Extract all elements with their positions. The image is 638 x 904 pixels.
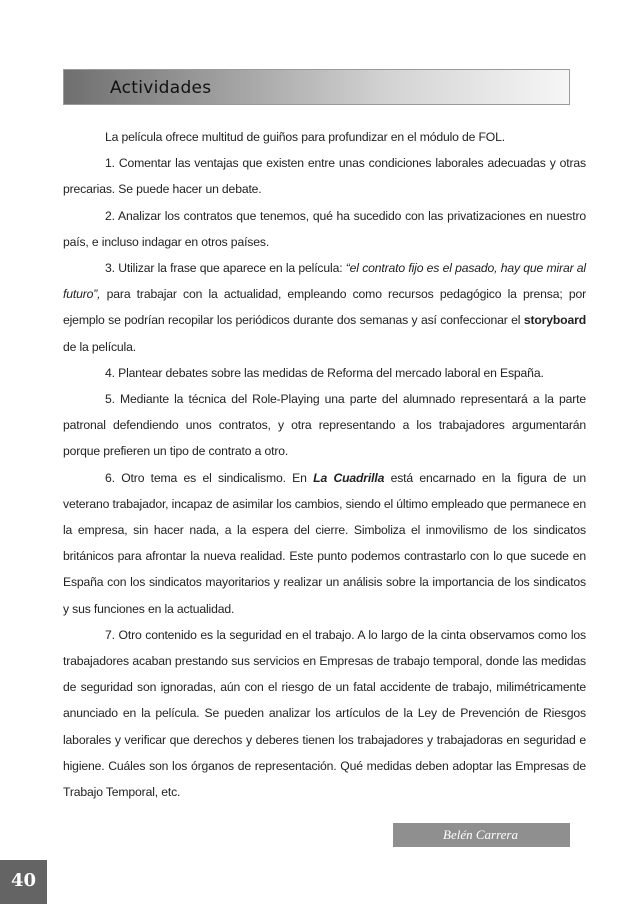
activity-item-2: 2. Analizar los contratos que tenemos, qué ha sucedido con las privatizaciones en nuestro país, e incluso indagar en otros países. xyxy=(63,208,586,249)
section-title: Actividades xyxy=(110,78,212,98)
storyboard-term: storyboard xyxy=(523,313,586,328)
page-number-box xyxy=(0,860,47,904)
activity-item-6-text-b: está encarnado en la figura de un veterano trabajador, incapaz de asimilar los cambios, siendo el último empleado que permanece en la empresa, sin hacer nada, a la espera del cierre. Simboliza el inmovilismo de los sindicatos británicos para afrontar la nueva realidad. Este punto podemos contrastarlo con lo que sucede en España con los sindicatos mayoritarios y realizar un análisis sobre la importancia de los sindicatos y sus funciones en la actualidad. xyxy=(63,470,586,616)
intro-paragraph: La película ofrece multitud de guiños para profundizar en el módulo de FOL. xyxy=(105,130,505,144)
activity-item-5: 5. Mediante la técnica del Role-Playing una parte del alumnado representará a la parte patronal defendiendo unos contratos, y otra representando a los trabajadores argumentarán porque prefieren un tipo de contrato a otro. xyxy=(63,392,586,459)
movie-title: La Cuadrilla xyxy=(313,470,385,485)
activity-item-3 xyxy=(63,255,586,360)
activity-item-6-text-a: 6. Otro tema es el sindicalismo. En xyxy=(105,470,314,485)
activity-item-4: 4. Plantear debates sobre las medidas de Reforma del mercado laboral en España. xyxy=(105,365,544,380)
author-name: Belén Carrera xyxy=(443,827,518,842)
author-bar xyxy=(393,823,570,847)
activity-item-3-text-a: 3. Utilizar la frase que aparece en la película: xyxy=(105,261,346,276)
activities-text xyxy=(63,124,586,805)
activity-item-6 xyxy=(63,465,586,622)
section-header-bar xyxy=(63,69,570,105)
page-number: 40 xyxy=(10,870,37,891)
movie-quote: “el contrato fijo es el pasado, hay que mirar al futuro”, xyxy=(63,261,586,302)
activity-item-3-text-b: para trabajar con la actualidad, empleando como recursos pedagógico la prensa; por ejemplo se podrían recopilar los periódicos durante dos semanas y así confeccionar el xyxy=(63,287,586,328)
activity-item-3-text-c: de la película. xyxy=(63,339,136,354)
activity-item-7: 7. Otro contenido es la seguridad en el trabajo. A lo largo de la cinta observamos como los trabajadores acaban prestando sus servicios en Empresas de trabajo temporal, donde las medidas de seguridad son ignoradas, aún con el riesgo de un fatal accidente de trabajo, milimétricamente anunciado en la película. Se pueden analizar los artículos de la Ley de Prevención de Riesgos laborales y verificar que derechos y deberes tienen los trabajadores y trabajadoras en seguridad e higiene. Cuáles son los órganos de representación. Qué medidas deben adoptar las Empresas de Trabajo Temporal, etc. xyxy=(63,627,586,800)
activity-item-1: 1. Comentar las ventajas que existen entre unas condiciones laborales adecuadas y otras precarias. Se puede hacer un debate. xyxy=(63,156,586,197)
